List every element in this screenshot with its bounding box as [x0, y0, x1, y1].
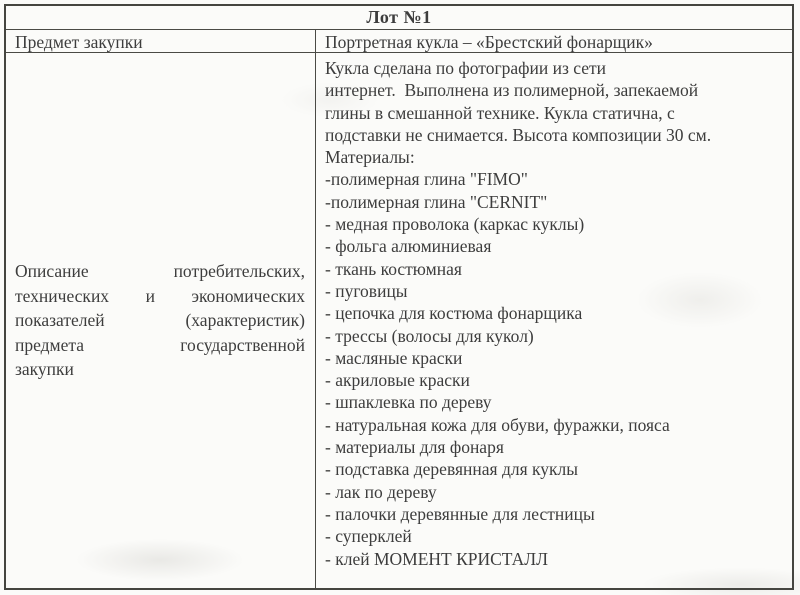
description-value-line: - материалы для фонаря	[325, 437, 504, 458]
subject-row	[6, 30, 792, 53]
description-value-line: - пуговицы	[325, 280, 408, 301]
description-value-line: подставки не снимается. Высота композиции 30 см.	[325, 124, 712, 145]
description-value	[325, 55, 786, 570]
subject-label: Предмет закупки	[15, 32, 143, 52]
description-value-line: - фольга алюминиевая	[325, 236, 492, 257]
description-label-cell	[6, 53, 316, 588]
table-header-row	[6, 6, 792, 30]
description-value-line: глины в смешанной технике. Кукла статична, с	[325, 102, 675, 123]
description-value-line: - шпаклевка по дереву	[325, 392, 492, 413]
description-label-line: закупки	[15, 359, 74, 380]
description-row	[6, 53, 792, 588]
description-value-cell	[316, 53, 792, 588]
lot-table	[4, 4, 794, 590]
description-value-line: - масляные краски	[325, 347, 463, 368]
description-label-line: Описание потребительских,	[15, 261, 305, 282]
description-value-line: -полимерная глина "CERNIT"	[325, 191, 548, 212]
subject-value-cell	[316, 30, 792, 52]
description-label-line: технических и экономических	[15, 285, 305, 306]
description-label-line: показателей (характеристик)	[15, 310, 305, 331]
description-value-line: - акриловые краски	[325, 370, 470, 391]
description-value-line: - палочки деревянные для лестницы	[325, 503, 595, 524]
description-value-line: - трессы (волосы для кукол)	[325, 325, 534, 346]
description-label-line: предмета государственной	[15, 334, 305, 355]
description-value-line: Материалы:	[325, 147, 415, 168]
description-value-line: - цепочка для костюма фонарщика	[325, 303, 583, 324]
description-value-line: -полимерная глина "FIMO"	[325, 169, 528, 190]
description-value-line: - медная проволока (каркас куклы)	[325, 214, 585, 235]
description-value-line: - подставка деревянная для куклы	[325, 459, 579, 480]
description-value-line: - суперклей	[325, 526, 412, 547]
description-value-line: - клей МОМЕНТ КРИСТАЛЛ	[325, 548, 549, 569]
description-value-line: - натуральная кожа для обуви, фуражки, пояса	[325, 414, 670, 435]
description-label	[15, 259, 305, 382]
subject-value: Портретная кукла – «Брестский фонарщик»	[325, 32, 653, 52]
description-value-line: Кукла сделана по фотографии из сети	[325, 58, 606, 78]
subject-label-cell	[6, 30, 316, 52]
description-value-line: - ткань костюмная	[325, 258, 462, 279]
description-value-line: интернет. Выполнена из полимерной, запекаемой	[325, 80, 699, 101]
lot-title: Лот №1	[366, 7, 432, 27]
description-value-line: - лак по дереву	[325, 481, 437, 502]
